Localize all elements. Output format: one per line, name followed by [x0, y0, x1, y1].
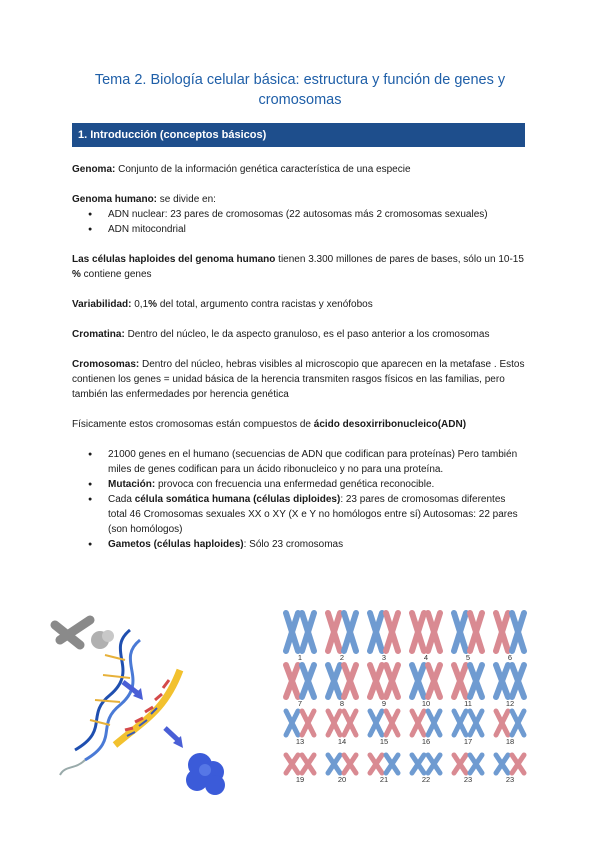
- fisicamente-paragraph: Físicamente estos cromosomas están compuestos de ácido desoxirribonucleico(ADN): [72, 419, 467, 430]
- chromosome-pair: [496, 613, 524, 662]
- chromosome-pair: [370, 711, 398, 746]
- chromosome-label: 3: [381, 653, 387, 662]
- chromosome: [428, 613, 440, 651]
- chromosome: [286, 755, 298, 773]
- chromosome-label: 12: [505, 699, 515, 708]
- chromosome: [428, 711, 440, 735]
- chromosome-label: 4: [423, 653, 429, 662]
- chromosome-label: 9: [381, 699, 387, 708]
- chromosome-pair: [328, 665, 356, 708]
- adn-list: [72, 447, 527, 552]
- chromosome: [370, 665, 382, 697]
- chromosome-label: 23: [505, 775, 515, 784]
- chromosome: [344, 665, 356, 697]
- chromosome-label: 6: [507, 653, 513, 662]
- chromosome: [454, 755, 466, 773]
- chromosome: [302, 665, 314, 697]
- chromosome: [454, 711, 466, 735]
- chromosome: [470, 613, 482, 651]
- chromosome: [454, 665, 466, 697]
- chromosome-pair: [370, 755, 398, 784]
- chromosome: [328, 613, 340, 651]
- list-item: ● Gametos (células haploides): Sólo 23 cromosomas: [72, 537, 527, 552]
- chromosome-pair: [412, 613, 440, 662]
- chromosome: [286, 665, 298, 697]
- chromosome-pair: [328, 711, 356, 746]
- chromosome: [470, 711, 482, 735]
- cromosomas-paragraph: Cromosomas: Dentro del núcleo, hebras visibles al microscopio que aparecen en la metafase . Estos contienen los genes = unidad básica de la herencia transmiten rasgos físicos en las familias, pero también las enfermedades por herencia genética: [72, 359, 525, 400]
- list-item: ● ADN nuclear: 23 pares de cromosomas (22 autosomas más 2 cromosomas sexuales): [72, 207, 527, 222]
- haploides-paragraph: Las células haploides del genoma humano tienen 3.300 millones de pares de bases, sólo un 10-15 % contiene genes: [72, 254, 524, 280]
- chromosome-pair: [286, 613, 314, 662]
- dna-helix-icon: [60, 630, 140, 775]
- chromosome: [512, 755, 524, 773]
- chromosome-label: 21: [379, 775, 389, 784]
- chromosome-label: 7: [297, 699, 303, 708]
- chromosome: [496, 711, 508, 735]
- chromosome-pair: [286, 755, 314, 784]
- chromosome: [370, 711, 382, 735]
- chromosome: [454, 613, 466, 651]
- chromosome: [286, 711, 298, 735]
- cromatina-paragraph: Cromatina: Dentro del núcleo, le da aspecto granuloso, es el paso anterior a los cromosomas: [72, 329, 490, 340]
- chromosome: [496, 613, 508, 651]
- chromosome: [386, 665, 398, 697]
- chromosome-label: 13: [295, 737, 305, 746]
- chromosome-pair: [328, 755, 356, 784]
- chromosome: [386, 613, 398, 651]
- karyotype-svg: [280, 605, 540, 805]
- chromosome: [470, 755, 482, 773]
- chromosome-pair: [454, 755, 482, 784]
- chromosome-label: 5: [465, 653, 471, 662]
- chromosome: [344, 711, 356, 735]
- chromosome-label: 16: [421, 737, 431, 746]
- chromosome-label: 23: [463, 775, 473, 784]
- chromosome-pair: [496, 665, 524, 708]
- chromosome-pair: [370, 613, 398, 662]
- chromosome: [470, 665, 482, 697]
- chromosome: [412, 711, 424, 735]
- chromosome: [370, 613, 382, 651]
- chromosome-label: 17: [463, 737, 473, 746]
- chromosome-pair: [454, 613, 482, 662]
- chromosome-label: 19: [295, 775, 305, 784]
- list-item: ● Mutación: provoca con frecuencia una enfermedad genética reconocible.: [72, 477, 527, 492]
- chromosome: [328, 665, 340, 697]
- chromosome-pair: [328, 613, 356, 662]
- chromosome: [512, 665, 524, 697]
- chromosome: [428, 665, 440, 697]
- genoma-humano-paragraph: Genoma humano: se divide en:: [72, 194, 216, 205]
- list-item: ● ADN mitocondrial: [72, 222, 527, 237]
- genoma-humano-list: [72, 207, 527, 237]
- chromosome-label: 8: [339, 699, 345, 708]
- chromosome-pair: [412, 665, 440, 708]
- chromosome: [370, 755, 382, 773]
- chromosome: [412, 613, 424, 651]
- chromosome-pair: [286, 665, 314, 708]
- chromosome-label: 20: [337, 775, 347, 784]
- chromosome: [344, 613, 356, 651]
- chromosome-label: 22: [421, 775, 431, 784]
- chromosome-label: 15: [379, 737, 389, 746]
- chromosome: [286, 613, 298, 651]
- chromosome-label: 10: [421, 699, 431, 708]
- chromosome: [302, 755, 314, 773]
- chromosome: [302, 613, 314, 651]
- variabilidad-paragraph: Variabilidad: 0,1% del total, argumento contra racistas y xenófobos: [72, 299, 373, 310]
- chromosome-pair: [496, 755, 524, 784]
- chromosome-label: 1: [297, 653, 303, 662]
- chromosome: [386, 755, 398, 773]
- chromosome-pair: [454, 665, 482, 708]
- chromosome-pair: [454, 711, 482, 746]
- chromosome: [496, 665, 508, 697]
- chromosome: [512, 613, 524, 651]
- section-heading: 1. Introducción (conceptos básicos): [72, 123, 525, 147]
- chromosome: [302, 711, 314, 735]
- chromosome-icon: [55, 620, 114, 649]
- list-item: ● 21000 genes en el humano (secuencias de ADN que codifican para proteínas) Pero también miles de genes codifican para un ácido ribonucleico y no para una proteína.: [72, 447, 527, 477]
- chromosome: [328, 755, 340, 773]
- chromosome: [412, 755, 424, 773]
- chromosome: [344, 755, 356, 773]
- chromosome: [386, 711, 398, 735]
- chromosome: [328, 711, 340, 735]
- chromosome: [496, 755, 508, 773]
- chromosome: [512, 711, 524, 735]
- chromosome: [428, 755, 440, 773]
- list-item: ● Cada célula somática humana (células diploides): 23 pares de cromosomas diferentes total 46 Cromosomas sexuales XX o XY (X e Y no homólogos entre sí) Autosomas: 22 pares (son homólogos): [72, 492, 527, 537]
- chromosome-pair: [370, 665, 398, 708]
- karyotype-figure: [280, 605, 540, 805]
- chromosome: [412, 665, 424, 697]
- chromosome-label: 2: [339, 653, 345, 662]
- chromosome-pair: [496, 711, 524, 746]
- protein-icon: [186, 753, 225, 795]
- chromosome-label: 11: [464, 699, 472, 708]
- document-body: [72, 162, 527, 552]
- chromosome-label: 14: [337, 737, 347, 746]
- dna-to-protein-illustration: [45, 600, 245, 800]
- chromosome-label: 18: [505, 737, 515, 746]
- chromosome-pair: [412, 711, 440, 746]
- genoma-paragraph: Genoma: Conjunto de la información genética característica de una especie: [72, 164, 411, 175]
- chromosome-pair: [286, 711, 314, 746]
- chromosome-pair: [412, 755, 440, 784]
- page-title: Tema 2. Biología celular básica: estructura y función de genes y cromosomas: [94, 72, 506, 108]
